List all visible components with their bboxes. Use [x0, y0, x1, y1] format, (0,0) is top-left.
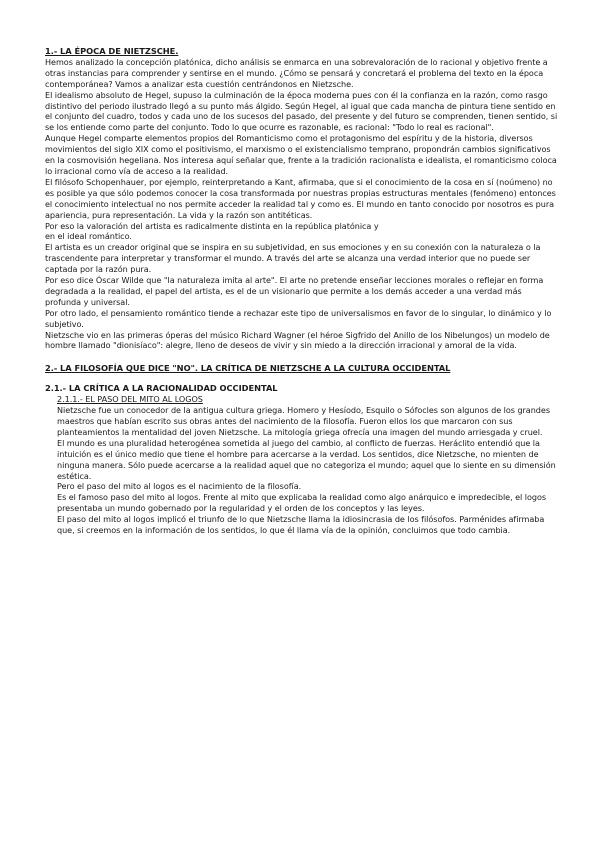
- subsubsection-title: 2.1.1.- EL PASO DEL MITO AL LOGOS: [57, 394, 203, 405]
- paragraph: en el ideal romántico.: [45, 231, 132, 242]
- subsection-title: 2.1.- LA CRÍTICA A LA RACIONALIDAD OCCIDENTAL: [45, 383, 278, 394]
- paragraph: Hemos analizado la concepción platónica, dicho análisis se enmarca en una sobrevaloración de lo racional y objetivo frente a otras instancias para comprender y sentirse en el mundo. ¿Cómo se pensará y concretará el problema del texto en la época contemporánea? Vamos a analizar esta cuestión centrándonos en Nietzsche.: [45, 56, 548, 89]
- paragraph: Pero el paso del mito al logos es el nacimiento de la filosofía.: [57, 481, 302, 492]
- section-1-title: 1.- LA ÉPOCA DE NIETZSCHE.: [45, 46, 179, 56]
- paragraph: Es el famoso paso del mito al logos. Frente al mito que explicaba la realidad como algo anárquico e impredecible, el logos presentaba un mundo gobernado por la regularidad y el orden de los conceptos y las leyes.: [57, 492, 547, 514]
- paragraph: El artista es un creador original que se inspira en su subjetividad, en sus emociones y en su conexión con la naturaleza o la trascendente para interpretar y transformar el mundo. A través del arte se alcanza una verdad interior que no puede ser captada por la razón pura.: [45, 242, 541, 275]
- paragraph: Por otro lado, el pensamiento romántico tiende a rechazar este tipo de universalismos en favor de lo singular, lo dinámico y lo subjetivo.: [45, 307, 552, 329]
- paragraph: Por eso dice Óscar Wilde que "la naturaleza imita al arte". El arte no pretende enseñar lecciones morales o reflejar en forma degradada a la realidad, el papel del artista, es el de un visionario que permite a los demás acceder a una verdad más profunda y universal.: [45, 275, 544, 307]
- paragraph: Nietzsche fue un conocedor de la antigua cultura griega. Homero y Hesíodo, Esquilo o Sófocles son algunos de los grandes maestros que habían escrito sus obras antes del nacimiento de la filosofía. Fueron ellos los que marcaron con sus planteamientos la mentalidad del joven Nietzsche. La mitología griega ofrecía una imagen del mundo arriesgada y cruel.: [57, 405, 550, 437]
- paragraph: Nietzsche vio en las primeras óperas del músico Richard Wagner (el héroe Sigfrido del Anillo de los Nibelungos) un modelo de hombre llamado "dionisíaco": alegre, lleno de deseos de vivir y sin miedo a la dirección irracional y amoral de la vida.: [45, 329, 550, 351]
- paragraph: Por eso la valoración del artista es radicalmente distinta en la república platónica y: [45, 220, 379, 231]
- paragraph: El idealismo absoluto de Hegel, supuso la culminación de la época moderna pues con él la confianza en la razón, como rasgo distintivo del periodo ilustrado llegó a su punto más álgido. Según Hegel, al igual que cada mancha de pintura tiene sentido en el conjunto del cuadro, todos y cada uno de los sucesos del pasado, del presente y del futuro se comprenden, tienen sentido, si se los entiende como parte del conjunto. Todo lo que ocurre es razonable, es racional: "Todo lo real es racional".: [45, 89, 558, 133]
- paragraph: Aunque Hegel comparte elementos propios del Romanticismo como el protagonismo del espíritu y de la historia, diversos movimientos del siglo XIX como el positivismo, el marxismo o el existencialismo temprano, propondrán cambios significativos en la cosmovisión hegeliana. Nos interesa aquí señalar que, frente a la tradición racionalista e idealista, el romanticismo coloca lo irracional como vía de acceso a la realidad.: [45, 133, 557, 176]
- paragraph: El paso del mito al logos implicó el triunfo de lo que Nietzsche llama la idiosincrasia de los filósofos. Parménides afirmaba que, si creemos en la información de los sentidos, lo que él llama vía de la opinión, concluimos que todo cambia.: [57, 514, 545, 536]
- document-page: [45, 46, 559, 536]
- paragraph: El filósofo Schopenhauer, por ejemplo, reinterpretando a Kant, afirmaba, que si el conocimiento de la cosa en sí (noúmeno) no es posible ya que sólo podemos conocer la cosa transformada por nuestras propias estructuras mentales (fenómeno) entonces el conocimiento intelectual no nos permite acceder la realidad tal y como es. El mundo en tanto conocido por nosotros es pura apariencia, pura representación. La vida y la razón son antitéticas.: [45, 176, 556, 220]
- paragraph: El mundo es una pluralidad heterogénea sometida al juego del cambio, al conflicto de fuerzas. Heráclito entendió que la intuición es el único medio que tiene el hombre para acercarse a la verdad. Los sentidos, dice Nietzsche, no mienten de ninguna manera. Sólo puede acercarse a la realidad aquel que no categoriza el mundo; aquel que lo siente en su dimensión estética.: [57, 437, 556, 481]
- section-2-title: 2.- LA FILOSOFÍA QUE DICE "NO". LA CRÍTICA DE NIETZSCHE A LA CULTURA OCCIDENTAL: [45, 363, 451, 374]
